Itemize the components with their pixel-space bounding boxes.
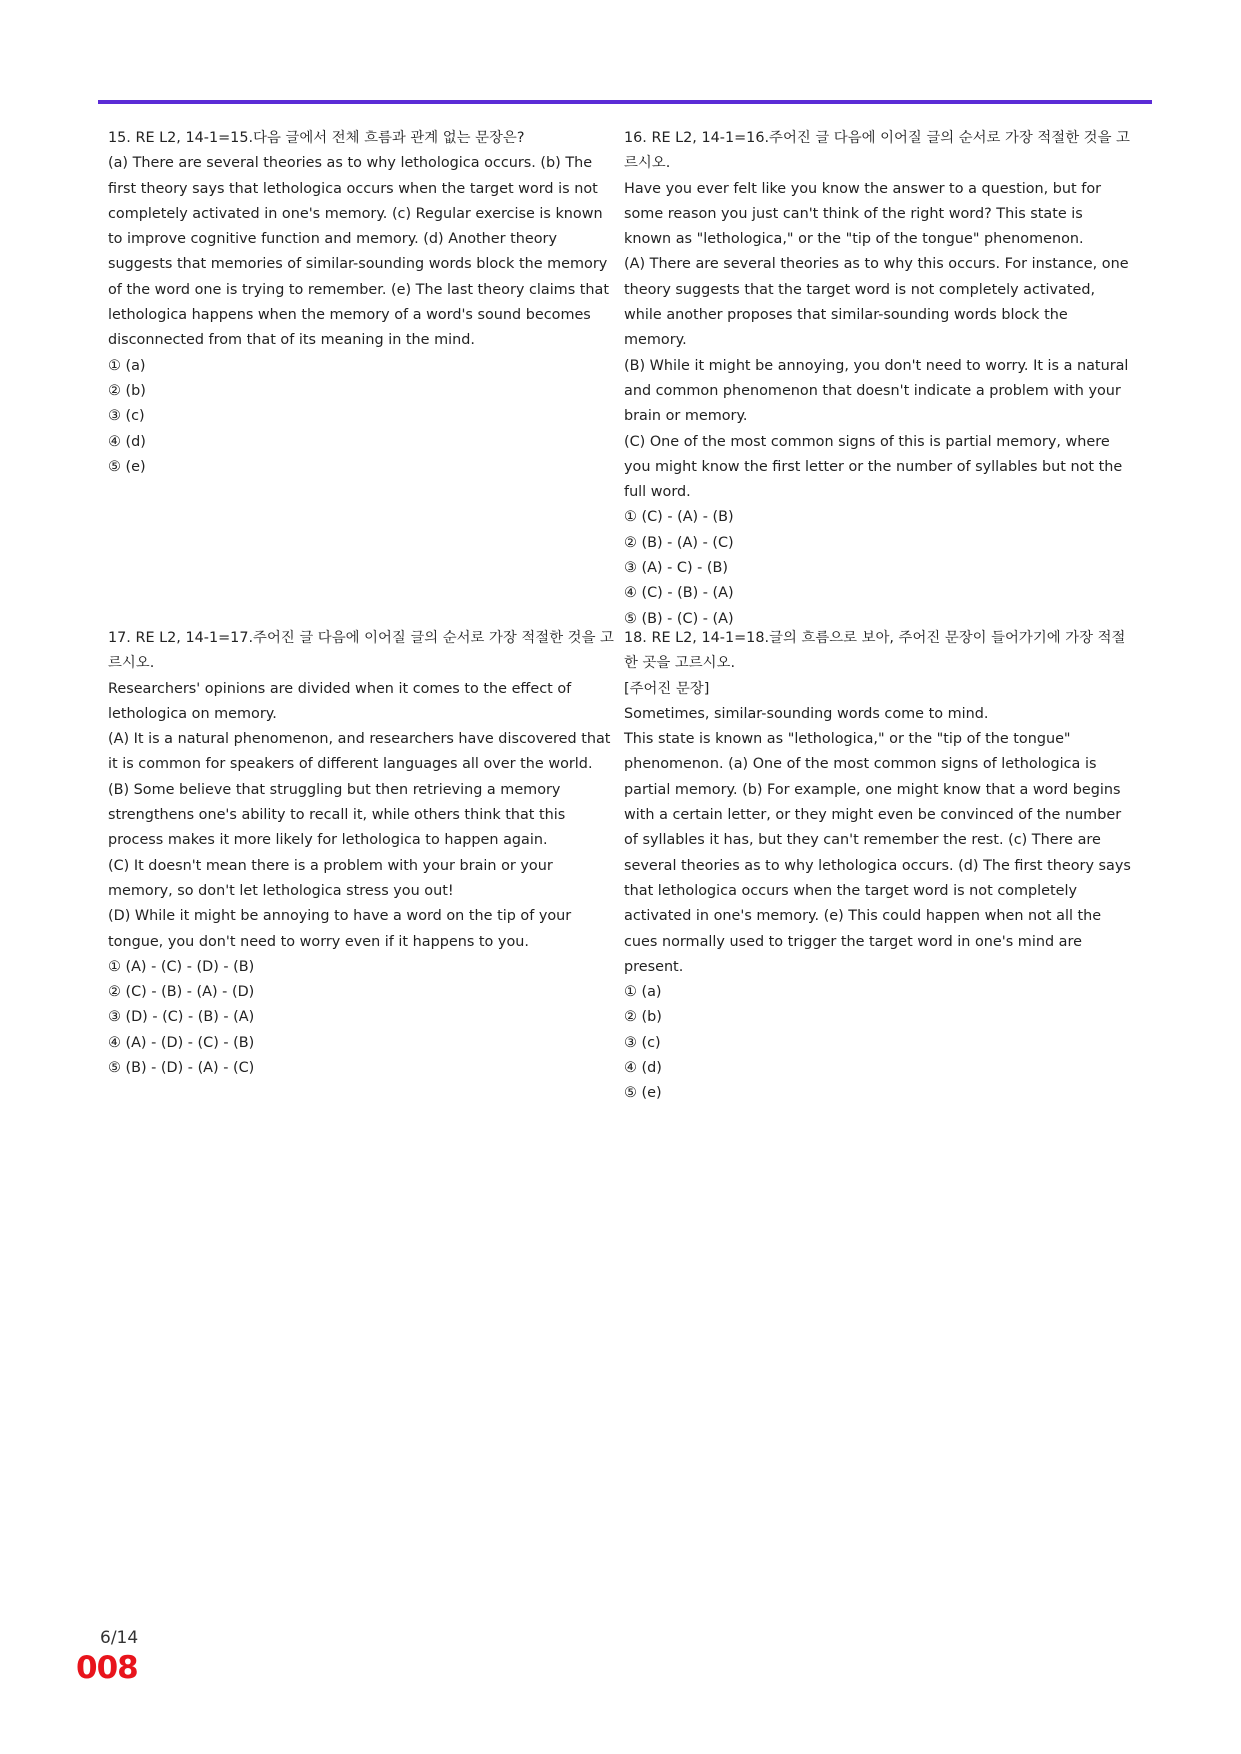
question-header: 16. RE L2, 14-1=16.주어진 글 다음에 이어질 글의 순서로 가장 적절한 것을 고르시오.	[624, 130, 1130, 172]
question-16	[624, 126, 1132, 632]
passage-paragraph-c: (C) One of the most common signs of this is partial memory, where you might know the first letter or the number of syllables but not the full word.	[624, 433, 1123, 501]
question-header: 18. RE L2, 14-1=18.글의 흐름으로 보아, 주어진 문장이 들어가기에 가장 적절한 곳을 고르시오.	[624, 630, 1126, 672]
question-15	[108, 126, 616, 480]
passage-paragraph-a: (A) There are several theories as to why this occurs. For instance, one theory suggests that the target word is not completely activated, while another proposes that similar-sounding words block the memory.	[624, 256, 1129, 349]
answer-choice-5: ⑤ (B) - (D) - (A) - (C)	[108, 1060, 255, 1077]
answer-choice-2: ② (B) - (A) - (C)	[624, 534, 734, 551]
answer-choice-5: ⑤ (B) - (C) - (A)	[624, 610, 734, 627]
question-header: 15. RE L2, 14-1=15.다음 글에서 전체 흐름과 관계 없는 문장은?	[108, 130, 525, 146]
passage-paragraph-a: (A) It is a natural phenomenon, and researchers have discovered that it is common for speakers of different languages all over the world.	[108, 731, 611, 773]
answer-choice-4: ④ (d)	[108, 433, 146, 450]
answer-choice-3: ③ (A) - C) - (B)	[624, 560, 728, 577]
answer-choice-1: ① (C) - (A) - (B)	[624, 509, 734, 526]
passage-paragraph-b: (B) While it might be annoying, you don't need to worry. It is a natural and common phenomenon that doesn't indicate a problem with your brain or memory.	[624, 357, 1129, 425]
question-17	[108, 626, 616, 1081]
answer-choice-4: ④ (d)	[624, 1060, 662, 1077]
passage-paragraph-d: (D) While it might be annoying to have a word on the tip of your tongue, you don't need to worry even if it happens to you.	[108, 908, 572, 950]
passage-paragraph: (a) There are several theories as to why lethologica occurs. (b) The first theory says that lethologica occurs when the target word is not completely activated in one's memory. (c) Regular exercise is known to improve cognitive function and memory. (d) Another theory suggests that memories of similar-sounding words block the memory of the word one is trying to remember. (e) The last theory claims that lethologica happens when the memory of a word's sound becomes disconnected from that of its meaning in the mind.	[108, 155, 610, 349]
page-number: 6/14	[100, 1628, 139, 1648]
answer-choice-2: ② (C) - (B) - (A) - (D)	[108, 984, 255, 1001]
answer-choice-3: ③ (c)	[108, 408, 145, 425]
question-header: 17. RE L2, 14-1=17.주어진 글 다음에 이어질 글의 순서로 가장 적절한 것을 고르시오.	[108, 630, 614, 672]
answer-choice-2: ② (b)	[108, 382, 146, 399]
given-sentence: Sometimes, similar-sounding words come to mind.	[624, 705, 989, 722]
passage-paragraph-b: (B) Some believe that struggling but then retrieving a memory strengthens one's ability to recall it, while others think that this process makes it more likely for lethologica to happen again.	[108, 781, 566, 849]
given-sentence-label: [주어진 문장]	[624, 680, 710, 697]
answer-choice-4: ④ (C) - (B) - (A)	[624, 585, 734, 602]
top-rule	[98, 100, 1152, 104]
passage-intro: Have you ever felt like you know the answer to a question, but for some reason you just can't think of the right word? This state is known as "lethologica," or the "tip of the tongue" phenomenon.	[624, 180, 1102, 248]
answer-choice-1: ① (A) - (C) - (D) - (B)	[108, 958, 255, 975]
answer-choice-4: ④ (A) - (D) - (C) - (B)	[108, 1034, 255, 1051]
answer-choice-5: ⑤ (e)	[108, 458, 146, 475]
question-18	[624, 626, 1134, 1107]
answer-choice-3: ③ (c)	[624, 1034, 661, 1051]
answer-choice-5: ⑤ (e)	[624, 1085, 662, 1102]
answer-choice-1: ① (a)	[108, 357, 146, 374]
answer-choice-1: ① (a)	[624, 984, 662, 1001]
passage-paragraph: This state is known as "lethologica," or the "tip of the tongue" phenomenon. (a) One of the most common signs of lethologica is partial memory. (b) For example, one might know that a word begins with a certain letter, or they might even be convinced of the number of syllables it has, but they can't remember the rest. (c) There are several theories as to why lethologica occurs. (d) The first theory says that lethologica occurs when the target word is not completely activated in one's memory. (e) This could happen when not all the cues normally used to trigger the target word in one's mind are present.	[624, 731, 1131, 975]
page-code: 008	[76, 1650, 138, 1686]
answer-choice-2: ② (b)	[624, 1009, 662, 1026]
passage-intro: Researchers' opinions are divided when it comes to the effect of lethologica on memory.	[108, 680, 572, 722]
passage-paragraph-c: (C) It doesn't mean there is a problem with your brain or your memory, so don't let lethologica stress you out!	[108, 857, 553, 899]
answer-choice-3: ③ (D) - (C) - (B) - (A)	[108, 1009, 255, 1026]
